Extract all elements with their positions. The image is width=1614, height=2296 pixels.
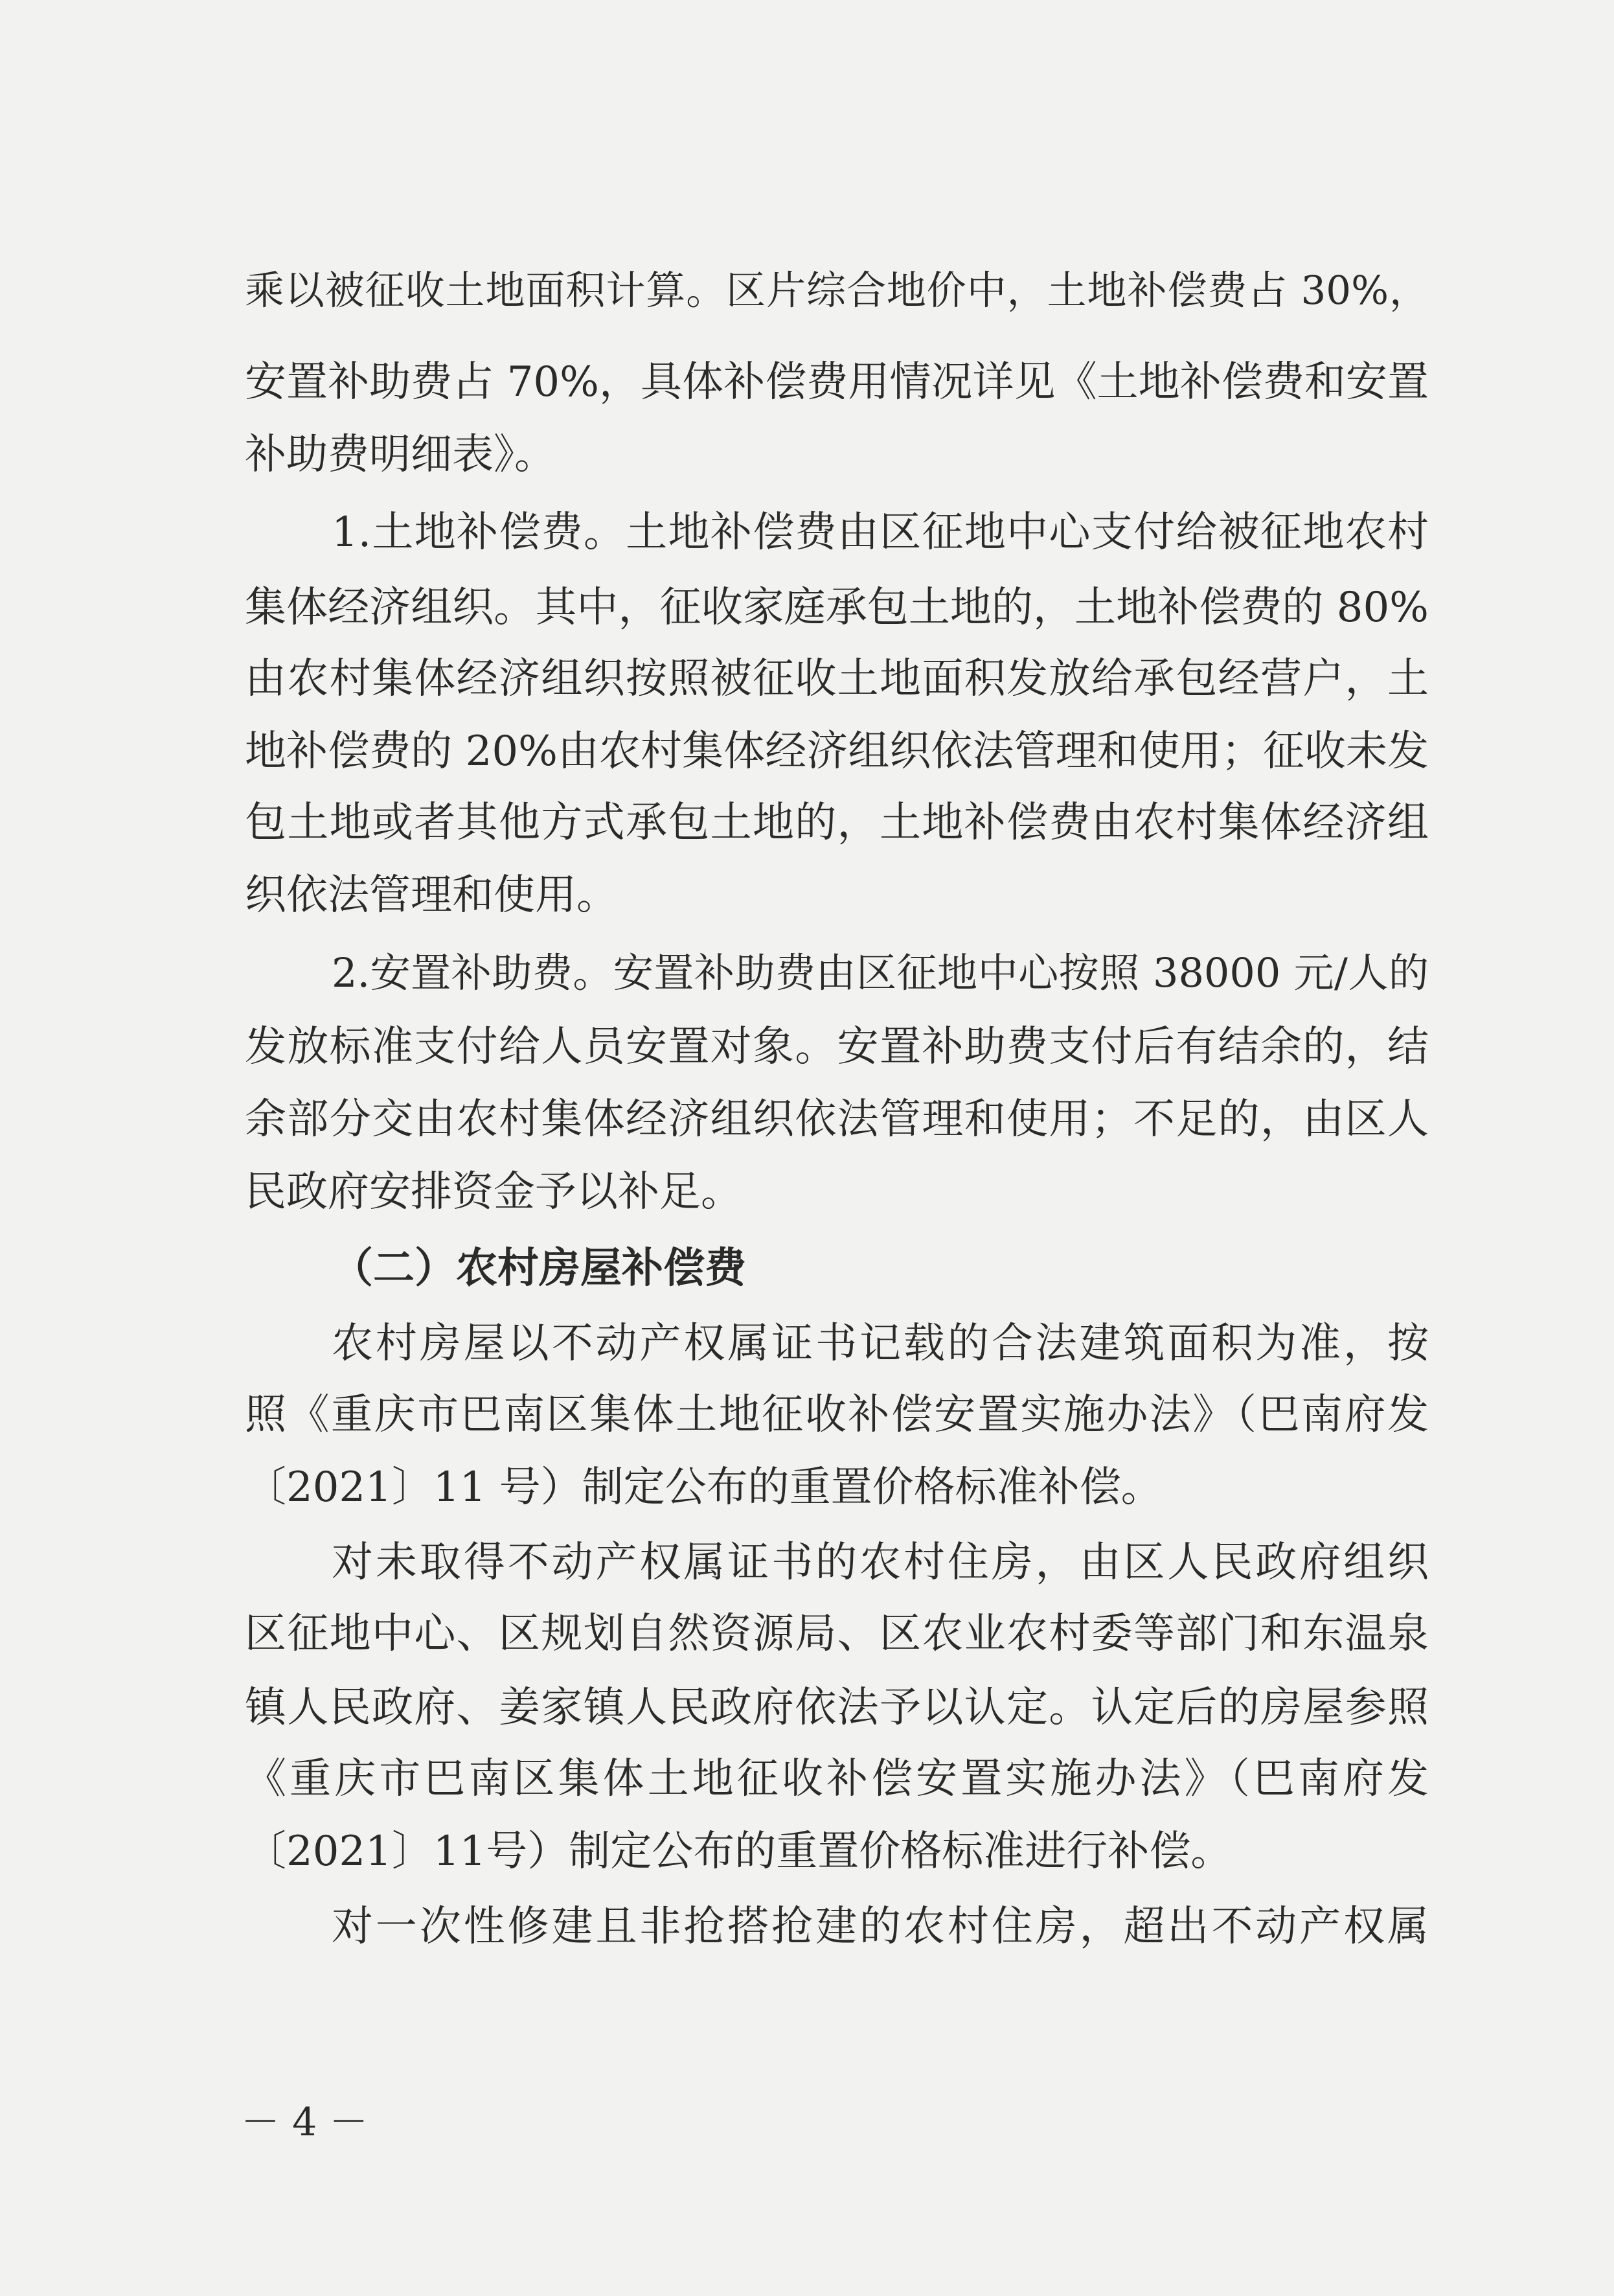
text-line: 补助费明细表》。 — [245, 431, 556, 479]
page-number: － 4 － — [241, 2100, 369, 2145]
text-line: 农村房屋以不动产权属证书记载的合法建筑面积为准，按 — [332, 1320, 1429, 1368]
text-line: 〔2021〕11号）制定公布的重置价格标准进行补偿。 — [245, 1828, 1233, 1876]
text-line: 集体经济组织。其中，征收家庭承包土地的，土地补偿费的 80% — [245, 584, 1429, 632]
text-line: 包土地或者其他方式承包土地的，土地补偿费由农村集体经济组 — [245, 799, 1429, 847]
text-line: 织依法管理和使用。 — [245, 871, 618, 919]
text-line: 对未取得不动产权属证书的农村住房，由区人民政府组织 — [332, 1539, 1429, 1587]
text-line: 镇人民政府、姜家镇人民政府依法予以认定。认定后的房屋参照 — [245, 1684, 1429, 1732]
text-line: 1.土地补偿费。土地补偿费由区征地中心支付给被征地农村 — [332, 509, 1429, 557]
text-line: （二）农村房屋补偿费 — [332, 1245, 746, 1292]
text-line: 安置补助费占 70%，具体补偿费用情况详见《土地补偿费和安置 — [245, 358, 1429, 406]
text-line: 〔2021〕11 号）制定公布的重置价格标准补偿。 — [245, 1464, 1163, 1511]
text-line: 照《重庆市巴南区集体土地征收补偿安置实施办法》（巴南府发 — [245, 1391, 1429, 1439]
text-line: 对一次性修建且非抢搭抢建的农村住房，超出不动产权属 — [332, 1903, 1429, 1951]
text-line: 发放标准支付给人员安置对象。安置补助费支付后有结余的，结 — [245, 1023, 1429, 1071]
text-line: 乘以被征收土地面积计算。区片综合地价中，土地补偿费占 30%， — [245, 268, 1429, 314]
text-line: 地补偿费的 20%由农村集体经济组织依法管理和使用；征收未发 — [245, 728, 1429, 775]
text-line: 民政府安排资金予以补足。 — [245, 1168, 742, 1216]
text-line: 区征地中心、区规划自然资源局、区农业农村委等部门和东温泉 — [245, 1610, 1429, 1658]
text-line: 由农村集体经济组织按照被征收土地面积发放给承包经营户，土 — [245, 655, 1429, 703]
text-line: 2.安置补助费。安置补助费由区征地中心按照 38000 元/人的 — [332, 949, 1429, 996]
text-line: 余部分交由农村集体经济组织依法管理和使用；不足的，由区人 — [245, 1096, 1429, 1143]
text-line: 《重庆市巴南区集体土地征收补偿安置实施办法》（巴南府发 — [245, 1755, 1429, 1803]
